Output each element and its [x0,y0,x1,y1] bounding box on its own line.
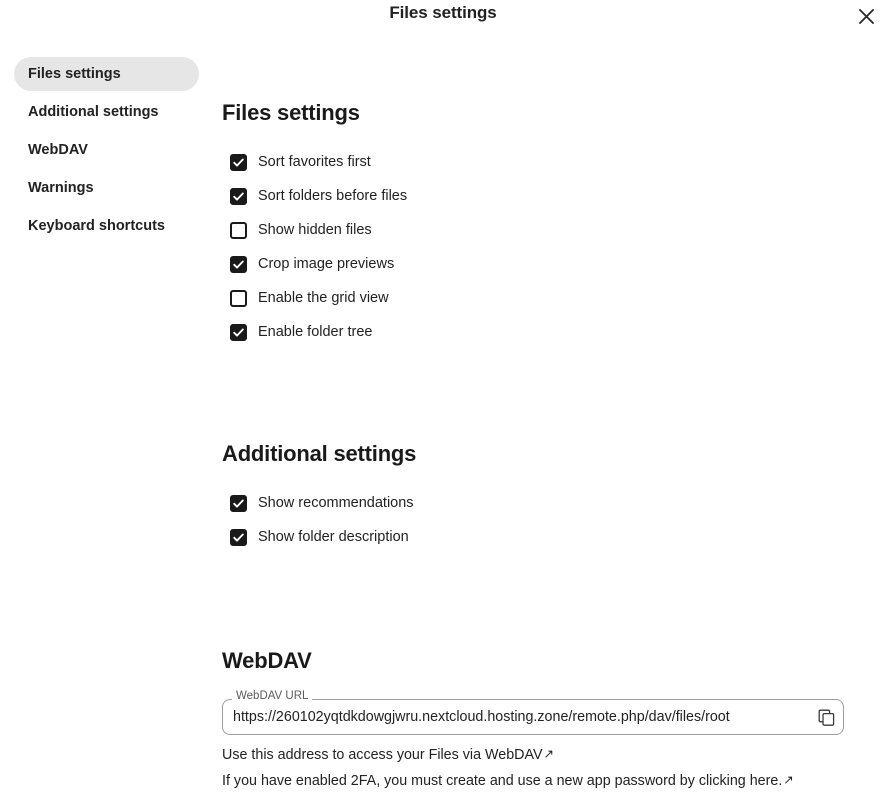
sidebar-item-keyboard-shortcuts[interactable] [14,209,199,243]
modal-header [0,0,886,40]
sidebar-item-files-settings[interactable] [14,57,199,91]
external-link-icon: ↗ [783,773,794,788]
checkbox-label: Sort folders before files [258,187,408,204]
modal-body [0,40,886,792]
checkbox-label: Show folder description [258,528,409,545]
checkbox-checked-icon[interactable] [230,188,247,205]
checkbox-row-crop-image-previews[interactable] [222,247,878,281]
external-link-icon: ↗ [543,747,554,761]
webdav-url-input[interactable] [222,699,844,735]
checkbox-checked-icon[interactable] [230,324,247,341]
checkbox-label: Show hidden files [258,221,372,238]
sidebar-item-label: WebDAV [28,142,88,158]
webdav-access-link[interactable] [222,747,554,763]
checkbox-row-enable-folder-tree[interactable] [222,315,878,349]
checkbox-checked-icon[interactable] [230,529,247,546]
checkbox-checked-icon[interactable] [230,256,247,273]
checkbox-checked-icon[interactable] [230,154,247,171]
close-icon [858,8,875,25]
webdav-hint-text: If you have enabled 2FA, you must create and use a new app password by clicking here. [222,773,783,790]
sidebar-item-label: Warnings [28,180,94,196]
checkbox-checked-icon[interactable] [230,495,247,512]
sidebar-item-webdav[interactable] [14,133,199,167]
sidebar-item-warnings[interactable] [14,171,199,205]
app-password-link[interactable] [222,773,794,789]
checkbox-unchecked-icon[interactable] [230,222,247,239]
checkbox-label: Sort favorites first [258,153,371,170]
checkbox-row-sort-favorites-first[interactable] [222,145,878,179]
webdav-url-label: WebDAV URL [232,691,312,703]
copy-icon [818,709,835,726]
section-heading: Additional settings [222,441,417,466]
additional-settings-checkbox-list [222,486,878,554]
checkbox-row-show-folder-description[interactable] [222,520,878,554]
section-webdav [222,554,878,792]
checkbox-label: Show recommendations [258,494,414,511]
sidebar-item-label: Files settings [28,66,121,82]
sidebar-item-label: Additional settings [28,104,159,120]
close-button[interactable] [850,0,882,32]
webdav-hint-secondary [222,772,878,791]
checkbox-row-enable-the-grid-view[interactable] [222,281,878,315]
checkbox-unchecked-icon[interactable] [230,290,247,307]
settings-navigation [0,40,214,247]
checkbox-row-show-recommendations[interactable] [222,486,878,520]
webdav-hint-text: Use this address to access your Files via WebDAV [222,747,543,763]
copy-webdav-url-button[interactable] [811,702,841,732]
sidebar-item-additional-settings[interactable] [14,95,199,129]
section-heading: WebDAV [222,648,312,673]
checkbox-label: Enable folder tree [258,323,373,340]
settings-content [214,40,886,792]
files-settings-checkbox-list [222,145,878,349]
section-files-settings [222,48,878,349]
checkbox-row-sort-folders-before-files[interactable] [222,179,878,213]
checkbox-label: Crop image previews [258,255,395,272]
page-title: Files settings [389,3,497,22]
sidebar-item-label: Keyboard shortcuts [28,218,165,234]
section-additional-settings [222,349,878,554]
checkbox-label: Enable the grid view [258,289,389,306]
webdav-url-field [222,690,844,735]
checkbox-row-show-hidden-files[interactable] [222,213,878,247]
section-heading: Files settings [222,100,360,125]
webdav-hint-primary [222,746,878,765]
